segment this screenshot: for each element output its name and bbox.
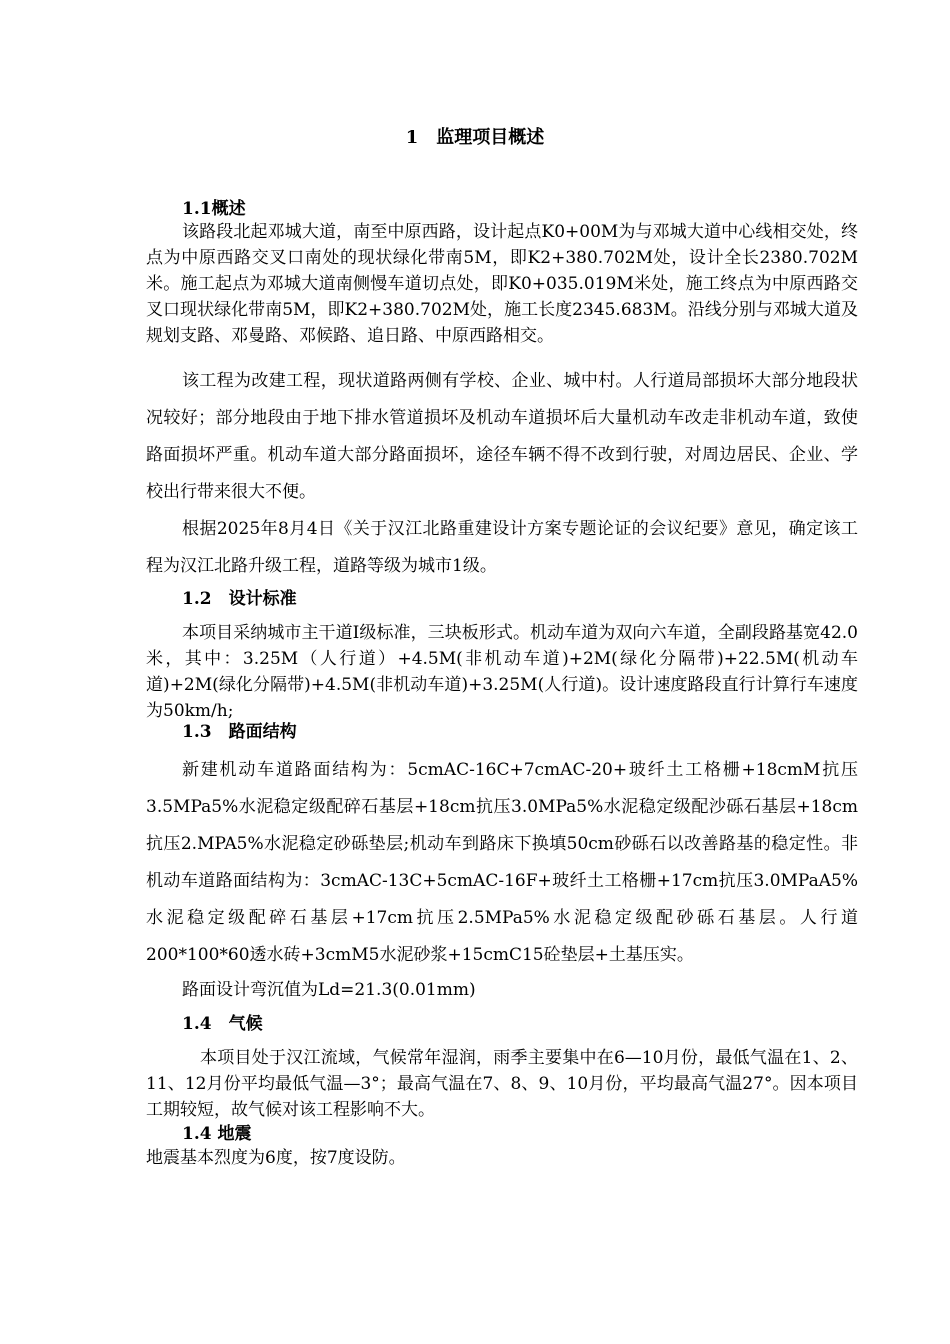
section-heading-pavement: 1.3 路面结构 [182, 722, 297, 742]
overview-paragraph-3: 根据2025年8月4日《关于汉江北路重建设计方案专题论证的会议纪要》意见，确定该工程为汉江北路升级工程，道路等级为城市1级。 [146, 519, 858, 576]
climate-paragraph: 本项目处于汉江流域，气候常年湿润，雨季主要集中在6—10月份，最低气温在1、2、11、12月份平均最低气温—3°；最高气温在7、8、9、10月份，平均最高气温27°。因本项目工期较短，故气候对该工程影响不大。 [146, 1048, 858, 1120]
earthquake-line: 地震基本烈度为6度，按7度设防。 [146, 1148, 406, 1168]
overview-paragraph-2: 该工程为改建工程，现状道路两侧有学校、企业、城中村。人行道局部损坏大部分地段状况较好；部分地段由于地下排水管道损坏及机动车道损坏后大量机动车改走非机动车道，致使路面损坏严重。机动车道大部分路面损坏，途径车辆不得不改到行驶，对周边居民、企业、学校出行带来很大不便。 [146, 371, 858, 502]
deflection-value-line: 路面设计弯沉值为Ld=21.3(0.01mm) [182, 980, 476, 1000]
section-heading-overview: 1.1概述 [182, 199, 246, 219]
overview-paragraph-1: 该路段北起邓城大道，南至中原西路，设计起点K0+00M为与邓城大道中心线相交处，终点为中原西路交叉口南处的现状绿化带南5M，即K2+380.702M处，设计全长2380.702M米。施工起点为邓城大道南侧慢车道切点处，即K0+035.019M米处，施工终点为中原西路交叉口现状绿化带南5M，即K2+380.702M处，施工长度2345.683M。沿线分别与邓城大道及规划支路、邓曼路、邓候路、追日路、中原西路相交。 [146, 222, 858, 346]
design-standard-paragraph: 本项目采纳城市主干道Ⅰ级标准，三块板形式。机动车道为双向六车道，全副段路基宽42.0米，其中：3.25M（人行道）+4.5M(非机动车道)+2M(绿化分隔带)+22.5M(机动车道)+2M(绿化分隔带)+4.5M(非机动车道)+3.25M(人行道)。设计速度路段直行计算行车速度为50km/h; [146, 623, 858, 721]
section-heading-climate: 1.4 气候 [182, 1014, 263, 1034]
section-heading-earthquake: 1.4 地震 [182, 1124, 252, 1144]
section-heading-design-standard: 1.2 设计标准 [182, 589, 297, 609]
pavement-paragraph: 新建机动车道路面结构为：5cmAC-16C+7cmAC-20+玻纤土工格栅+18cmM抗压3.5MPa5%水泥稳定级配碎石基层+18cm抗压3.0MPa5%水泥稳定级配沙砾石基层+18cm抗压2.MPA5%水泥稳定砂砾垫层;机动车到路床下换填50cm砂砾石以改善路基的稳定性。非机动车道路面结构为：3cmAC-13C+5cmAC-16F+玻纤土工格栅+17cm抗压3.0MPaA5%水泥稳定级配碎石基层+17cm抗压2.5MPa5%水泥稳定级配砂砾石基层。人行道200*100*60透水砖+3cmM5水泥砂浆+15cmC15砼垫层+土基压实。 [146, 760, 858, 965]
page-title: 1 监理项目概述 [405, 127, 545, 148]
